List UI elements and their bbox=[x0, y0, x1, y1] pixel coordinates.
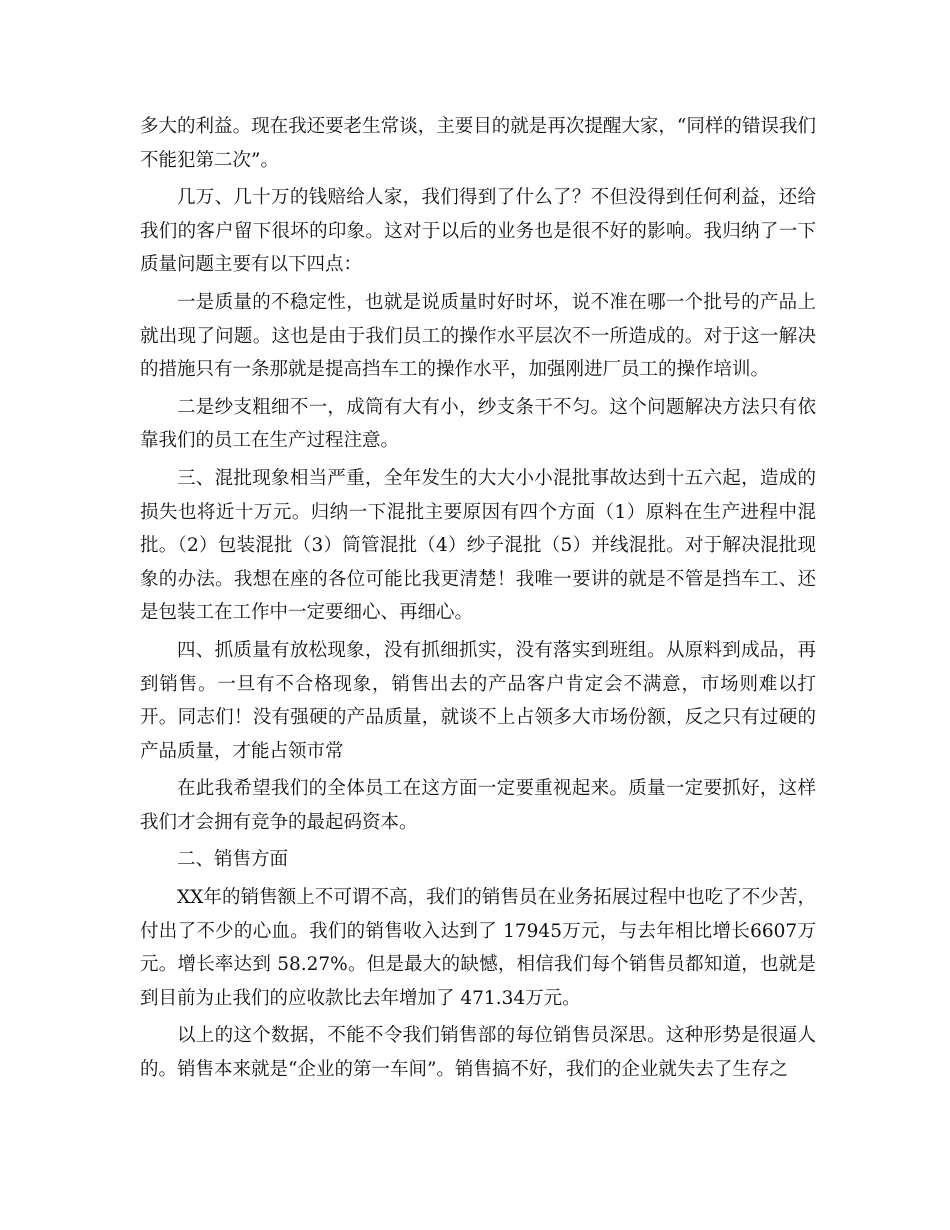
paragraph-compensation-loss: 几万、几十万的钱赔给人家，我们得到了什么了？不但没得到任何利益，还给我们的客户留下很坏的印象。这对于以后的业务也是很不好的影响。我归纳了一下质量问题主要有以下四点： bbox=[140, 187, 816, 276]
paragraph-quality-conclusion: 在此我希望我们的全体员工在这方面一定要重视起来。质量一定要抓好，这样我们才会拥有竞争的最起码资本。 bbox=[140, 778, 816, 833]
paragraph-sales-figures: XX年的销售额上不可谓不高，我们的销售员在业务拓展过程中也吃了不少苦，付出了不少的心血。我们的销售收入达到了 17945万元，与去年相比增长6607万元。增长率达到 58.27%。但是最大的缺憾，相信我们每个销售员都知道，也就是到目前为止我们的应收款比去年增加了 471.34万元。 bbox=[140, 887, 816, 1009]
section-heading-sales: 二、销售方面 bbox=[177, 849, 289, 871]
paragraph-continuation: 多大的利益。现在我还要老生常谈，主要目的就是再次提醒大家，“同样的错误我们不能犯第二次”。 bbox=[140, 116, 816, 171]
paragraph-quality-point-1: 一是质量的不稳定性，也就是说质量时好时坏，说不准在哪一个批号的产品上就出现了问题。这也是由于我们员工的操作水平层次不一所造成的。对于这一解决的措施只有一条那就是提高挡车工的操作水平，加强刚进厂员工的操作培训。 bbox=[140, 291, 816, 381]
paragraph-quality-point-4: 四、抓质量有放松现象，没有抓细抓实，没有落实到班组。从原料到成品，再到销售。一旦有不合格现象，销售出去的产品客户肯定会不满意，市场则难以打开。同志们！没有强硬的产品质量，就谈不上占领多大市场份额，反之只有过硬的产品质量，才能占领市常 bbox=[140, 639, 816, 762]
paragraph-quality-point-2: 二是纱支粗细不一，成筒有大有小，纱支条干不匀。这个问题解决方法只有依靠我们的员工在生产过程注意。 bbox=[140, 396, 816, 452]
paragraph-quality-point-3: 三、混批现象相当严重，全年发生的大大小小混批事故达到十五六起，造成的损失也将近十万元。归纳一下混批主要原因有四个方面（1）原料在生产进程中混批。（2）包装混批（3）筒管混批（4）纱子混批（5）并线混批。对于解决混批现象的办法。我想在座的各位可能比我更清楚！我唯一要讲的就是不管是挡车工、还是包装工在工作中一定要细心、再细心。 bbox=[140, 467, 816, 624]
paragraph-sales-reflection: 以上的这个数据，不能不令我们销售部的每位销售员深思。这种形势是很逼人的。销售本来就是“企业的第一车间”。销售搞不好，我们的企业就失去了生存之 bbox=[140, 1025, 816, 1081]
document-body bbox=[140, 110, 816, 1091]
